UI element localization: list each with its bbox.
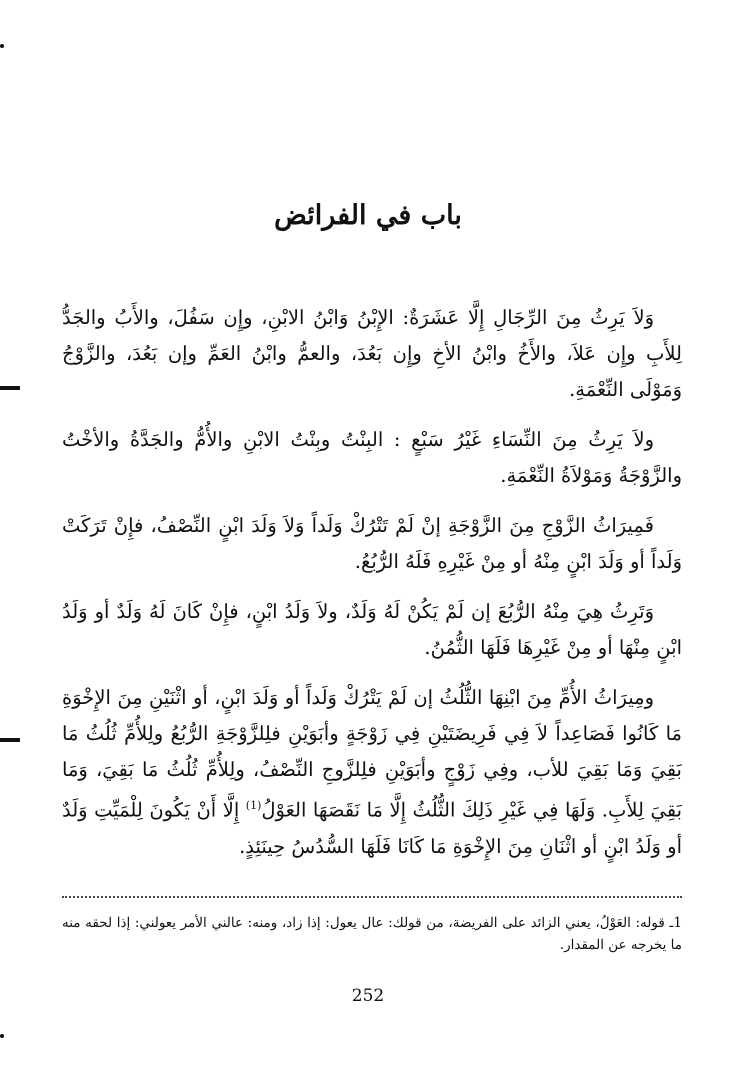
paragraph: فَمِيرَاثُ الزَّوْجِ مِنَ الزَّوْجَةِ إنْ لَمْ تَتْرُكْ وَلَداً وَلاَ وَلَدَ ابْنٍ النِّصْفُ، فإِنْ تَرَكَتْ وَلَداً أو وَلَدَ ابْنٍ مِنْهُ أو مِنْ غَيْرِهِ فَلَهُ الرُّبُعُ. — [62, 514, 682, 573]
paragraph: وَلاَ يَرِثُ مِنَ الرِّجَالِ إِلَّا عَشَرَةٌ: الإِبْنُ وَابْنُ الابْنِ، وإِن سَفُلَ، والأَبُ والجَدُّ لِلأَبِ وإِن عَلاَ، والأَخُ وابْنُ الأخِ وإِن بَعُدَ، والعمُّ وابْنُ العَمِّ وإن بَعُدَ، والزَّوْجُ وَمَوْلَى النِّعْمَةِ. — [62, 306, 682, 401]
page-number: 252 — [351, 986, 385, 1006]
paragraph-text: ومِيرَاثُ الأُمِّ مِنَ ابْنِهَا الثُّلُثُ إن لَمْ يَتْرُكْ وَلَداً أو وَلَدَ ابْنٍ، أو اثْنَيْنِ مِنَ الإِخْوَةِ مَا كَانُوا فَصَاعِداً لاَ فِي فَرِيضَتَيْنِ فِي زَوْجَةٍ وأبَوَيْنِ فلِلزَّوْجَةِ الرُّبُعُ ولِلأُمِّ ثُلُثُ مَا بَقِيَ وَمَا بَقِيَ للأب، وفِي زَوْجٍ وأبَوَيْنِ فلِلزَّوجِ النِّصْفُ، ولِلأُمِّ ثُلُثُ مَا بَقِيَ، وَمَا بَقِيَ لِلأَبِ. وَلَهَا فِي غَيْرِ ذَلِكَ الثُّلُثُ إِلَّا مَا نَقَصَهَا العَوْلُ — [62, 686, 682, 822]
scan-edge-mark — [0, 738, 20, 742]
footnote-separator — [62, 896, 682, 898]
scan-edge-mark — [0, 1034, 4, 1038]
paragraph-text: إِلَّا أَنْ يَكُونَ لِلْمَيِّتِ وَلَدٌ أو وَلَدُ ابْنٍ أو اثْنَانِ مِنَ الإِخْوَةِ مَا كَانَا فَلَهَا السُّدُسُ حِينَئِذٍ. — [62, 798, 682, 858]
main-text — [62, 300, 682, 879]
chapter-title: باب في الفرائض — [274, 200, 462, 231]
paragraph-with-footnote — [62, 680, 682, 865]
footnote: 1ـ قوله: العَوْلُ، يعني الزائد على الفريضة، من قولك: عال يعول: إذا زاد، ومنه: عالني الأمر يعولني: إذا لحقه منه ما يخرجه عن المقدار. — [62, 915, 682, 953]
footnote-marker[interactable]: (1) — [245, 799, 262, 812]
scan-edge-mark — [0, 44, 4, 48]
scan-edge-mark — [0, 386, 20, 390]
paragraph: ولاَ يَرِثُ مِنَ النِّسَاءِ غَيْرُ سَبْعٍ : البِنْتُ وبِنْتُ الابْنِ والأُمُّ والجَدَّةُ والأخْتُ والزَّوْجَةُ وَمَوْلاَةُ النِّعْمَةِ. — [62, 428, 682, 487]
paragraph: وَتَرِثُ هِيَ مِنْهُ الرُّبُعَ إن لَمْ يَكُنْ لَهُ وَلَدٌ، ولاَ وَلَدُ ابْنٍ، فإِنْ كَانَ لَهُ وَلَدٌ أو وَلَدُ ابْنٍ مِنْهَا أو مِنْ غَيْرِهَا فَلَهَا الثُّمُنُ. — [62, 600, 682, 659]
